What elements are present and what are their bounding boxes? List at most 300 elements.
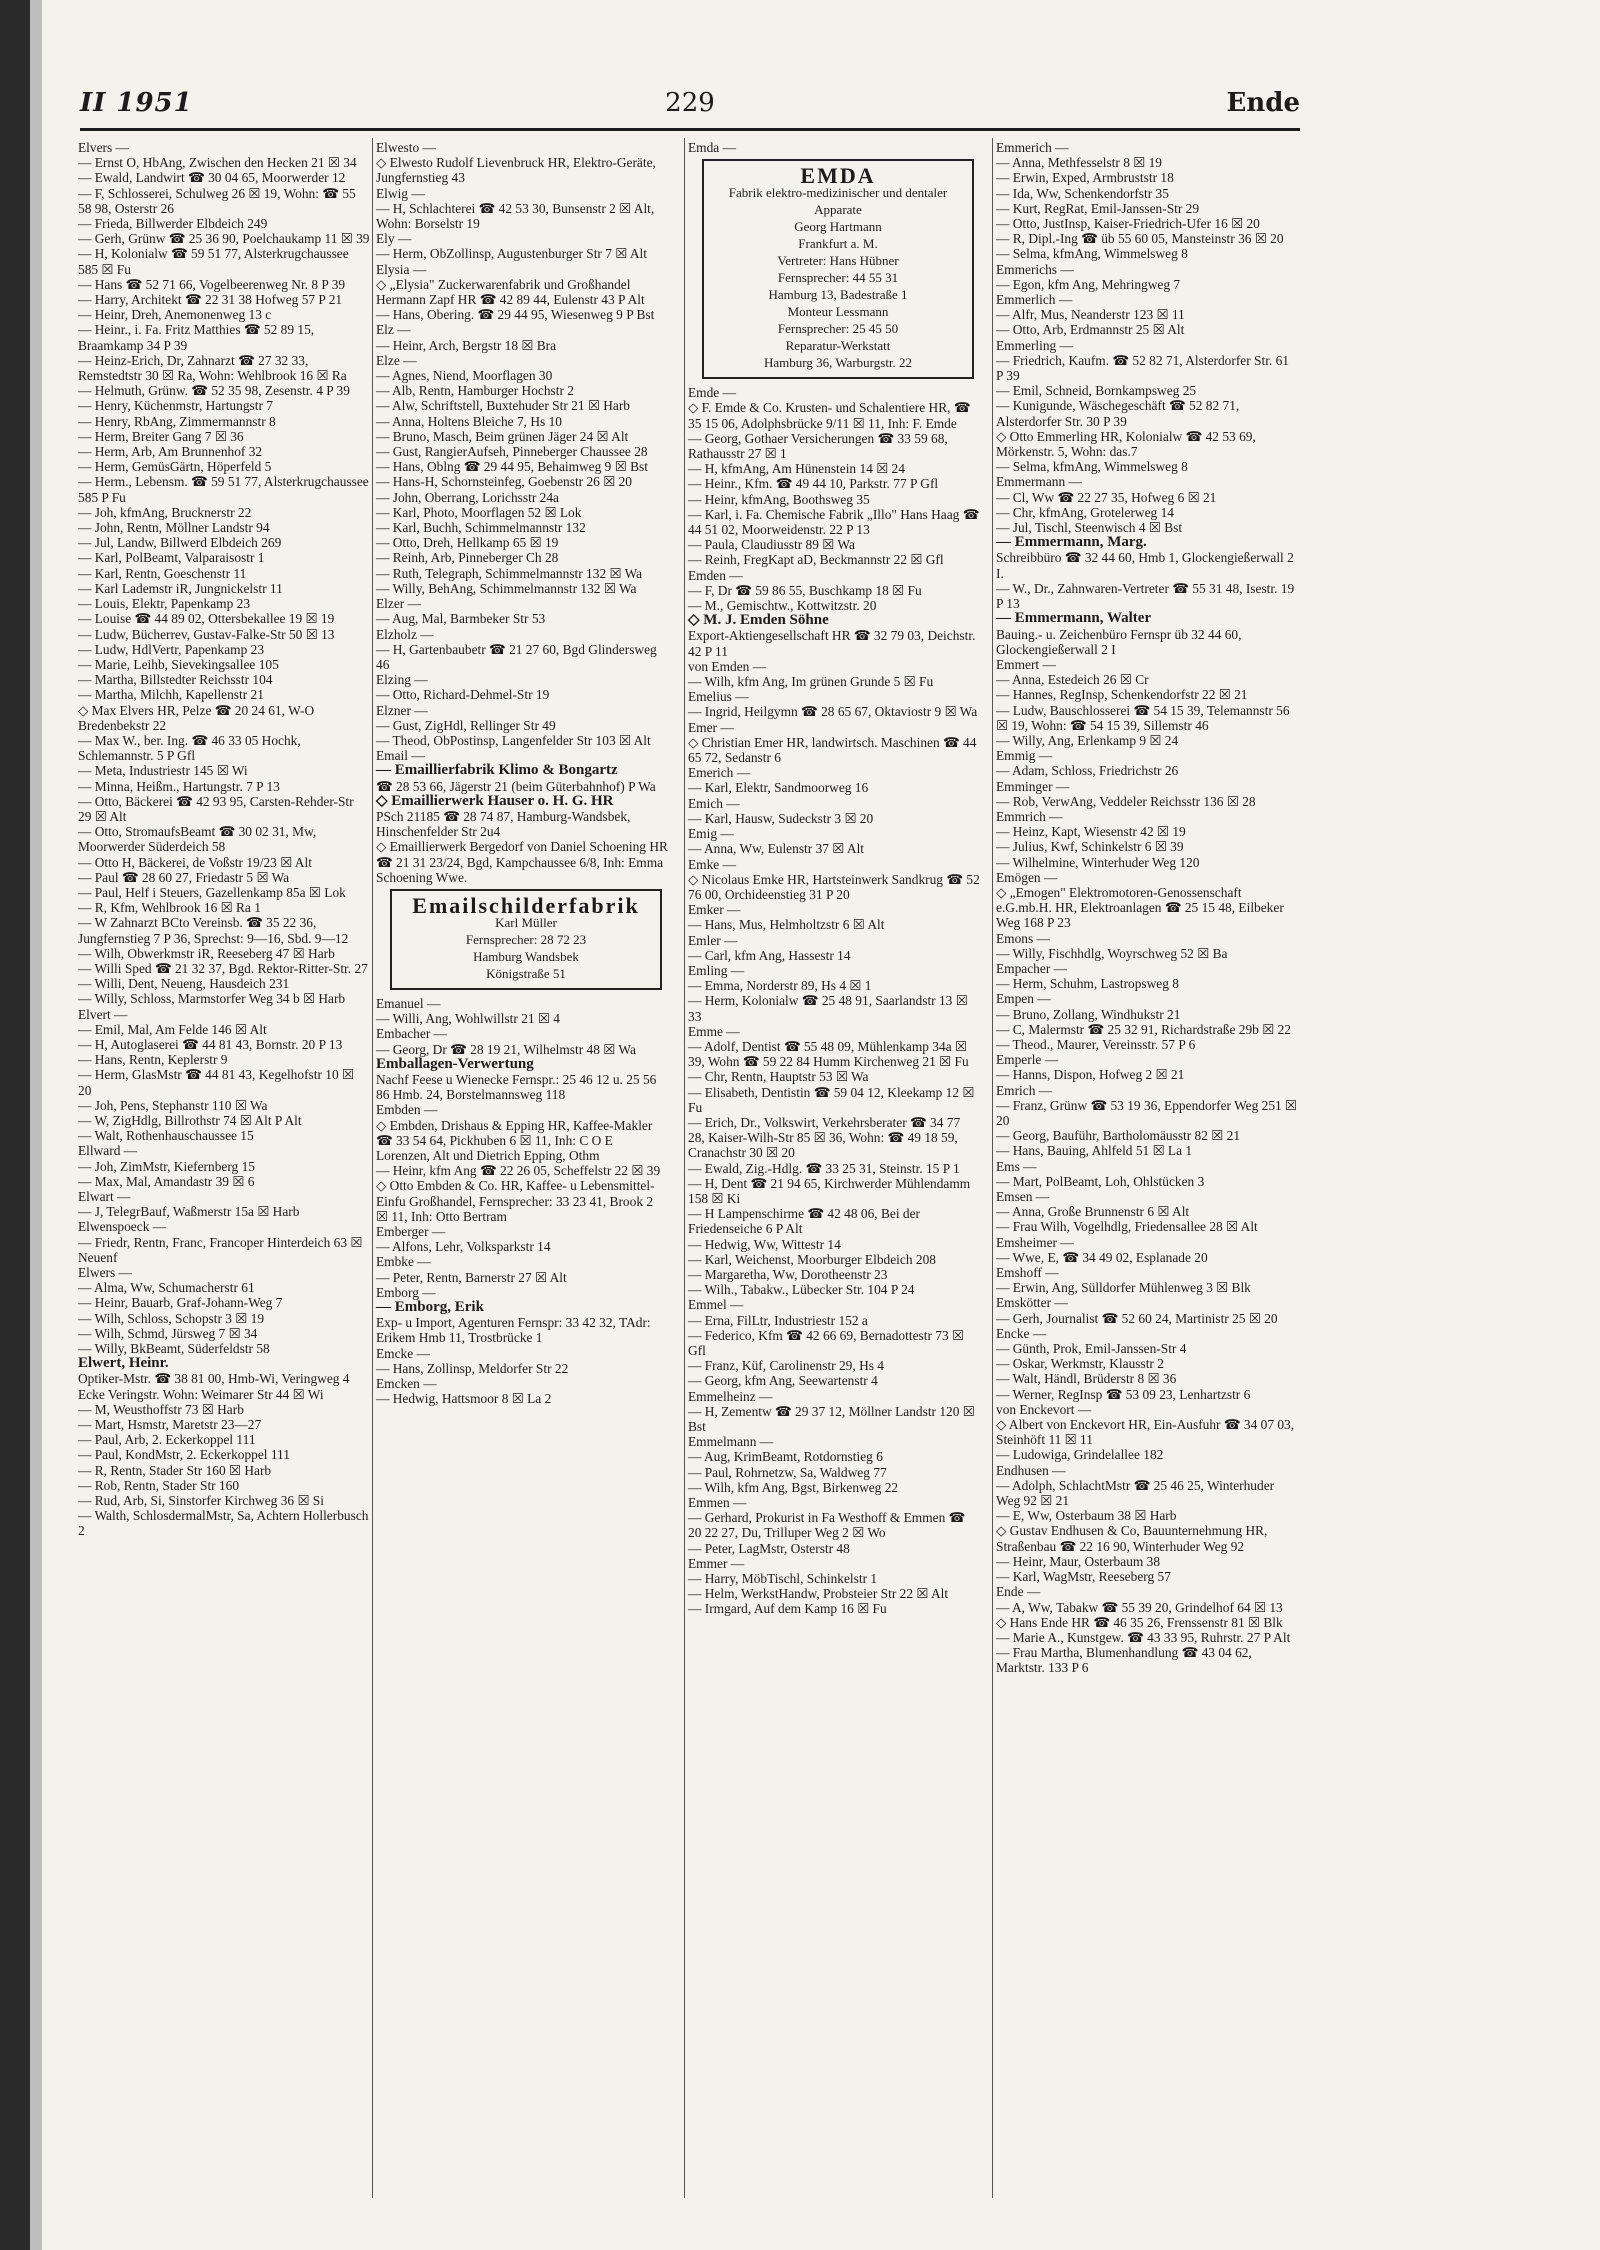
directory-entry: Emmelmann — [688, 1434, 774, 1450]
directory-entry: Ende — [996, 1584, 1041, 1600]
directory-entry: — Chr, Rentn, Hauptstr 53 ☒ Wa [688, 1069, 869, 1085]
directory-entry: — Rob, Rentn, Stader Str 160 [78, 1477, 240, 1493]
column-1 [78, 140, 370, 1539]
directory-entry: Emberger — [376, 1224, 446, 1239]
advertisement-box [390, 889, 662, 990]
directory-entry: — M., Gemischtw., Kottwitzstr. 20 [688, 598, 877, 614]
directory-entry: — E, Ww, Osterbaum 38 ☒ Harb [996, 1508, 1177, 1524]
directory-entry: — Emil, Schneid, Bornkampsweg 25 [996, 383, 1197, 399]
directory-entry: — Karl Lademstr iR, Jungnickelstr 11 [78, 580, 283, 596]
directory-entry: Emig — [688, 826, 734, 842]
directory-entry: Elzholz — [376, 626, 434, 642]
directory-entry: — Alb, Rentn, Hamburger Hochstr 2 [376, 383, 574, 399]
directory-entry: Emsen — [996, 1189, 1050, 1205]
directory-entry: — H, Dent ☎ 21 94 65, Kirchwerder Mühlendamm 158 ☒ Ki [688, 1175, 971, 1206]
directory-entry: Emerich — [688, 765, 751, 781]
directory-entry: — Hans ☎ 52 71 66, Vogelbeerenweg Nr. 8 P 39 [78, 276, 346, 292]
directory-entry: — Ida, Ww, Schenkendorfstr 35 [996, 185, 1169, 201]
directory-entry: Emcke — [376, 1345, 430, 1361]
directory-entry: — Frau Martha, Blumenhandlung ☎ 43 04 62, Marktstr. 133 P 6 [996, 1645, 1252, 1676]
directory-entry: — Günth, Prok, Emil-Janssen-Str 4 [996, 1341, 1187, 1357]
directory-entry: — Karl, Buchh, Schimmelmannstr 132 [376, 520, 586, 536]
directory-entry: — Ruth, Telegraph, Schimmelmannstr 132 ☒ Wa [376, 565, 643, 581]
directory-entry: Encke — [996, 1325, 1047, 1341]
directory-entry: — Willy, Schloss, Marmstorfer Weg 34 b ☒ Harb [78, 991, 346, 1007]
directory-entry: — Harry, MöbTischl, Schinkelstr 1 [688, 1571, 878, 1587]
directory-entry: — H, kfmAng, Am Hünenstein 14 ☒ 24 [688, 461, 905, 477]
advertisement-line: Fernsprecher: 28 72 23 [465, 931, 587, 947]
directory-entry: — Adolph, SchlachtMstr ☎ 25 46 25, Winterhuder Weg 92 ☒ 21 [996, 1477, 1275, 1509]
directory-entry: — Georg, Gothaer Versicherungen ☎ 33 59 68, Rathausstr 27 ☒ 1 [688, 430, 948, 462]
directory-entry: — Chr, kfmAng, Grotelerweg 14 [996, 504, 1174, 520]
directory-entry: — Willy, Ang, Erlenkamp 9 ☒ 24 [996, 732, 1179, 748]
directory-entry: — Frau Wilh, Vogelhdlg, Friedensallee 28 ☒ Alt [996, 1219, 1258, 1235]
directory-entry: — Erna, FilLtr, Industriestr 152 a [688, 1312, 868, 1328]
directory-entry: — Rob, VerwAng, Veddeler Reichsstr 136 ☒ 28 [996, 793, 1256, 809]
directory-entry: ◇ „Elysia" Zuckerwarenfabrik und Großhandel Hermann Zapf HR ☎ 42 89 44, Eulenstr 43 P Alt [376, 276, 645, 308]
directory-entry: Emelius — [688, 689, 749, 705]
directory-entry: Exp- u Import, Agenturen Fernspr: 33 42 32, TAdr: Erikem Hmb 11, Trostbrücke 1 [376, 1315, 651, 1346]
directory-entry: — Anna, Ww, Eulenstr 37 ☒ Alt [688, 841, 865, 857]
directory-entry: Elwenspoeck — [78, 1219, 167, 1235]
column-divider [684, 138, 685, 2198]
directory-entry: — Jul, Landw, Billwerd Elbdeich 269 [78, 535, 282, 551]
directory-entry: — Georg, Bauführ, Bartholomäusstr 82 ☒ 21 [996, 1128, 1241, 1144]
directory-entry: ◇ Max Elvers HR, Pelze ☎ 20 24 61, W-O Bredenbekstr 22 [78, 702, 315, 733]
directory-entry: — Paul, KondMstr, 2. Eckerkoppel 111 [78, 1447, 290, 1463]
directory-entry: — Wilh, Obwerkmstr iR, Reeseberg 47 ☒ Harb [78, 945, 335, 961]
directory-entry: Emmelheinz — [688, 1388, 773, 1404]
directory-entry: — Wilhelmine, Winterhuder Weg 120 [996, 854, 1200, 870]
directory-entry: — Mart, PolBeamt, Loh, Ohlstücken 3 [996, 1173, 1205, 1189]
directory-entry: — Heinr, Dreh, Anemonenweg 13 c [78, 307, 272, 323]
directory-entry: — Karl, Photo, Moorflagen 52 ☒ Lok [376, 504, 582, 520]
directory-entry: Ellward — [78, 1143, 138, 1159]
directory-entry: — Louise ☎ 44 89 02, Ottersbekallee 19 ☒ 19 [78, 611, 335, 627]
directory-entry: — Heinr., i. Fa. Fritz Matthies ☎ 52 89 15, Braamkamp 34 P 39 [78, 322, 315, 353]
advertisement-line: Königstraße 51 [486, 965, 566, 981]
directory-entry: — Paul, Helf i Steuers, Gazellenkamp 85a ☒ Lok [78, 884, 346, 900]
directory-entry: — Alfons, Lehr, Volksparkstr 14 [376, 1239, 551, 1255]
directory-entry: — Kunigunde, Wäschegeschäft ☎ 52 82 71, Alsterdorfer Str. 30 P 39 [996, 398, 1240, 429]
directory-entry: — Hanns, Dispon, Hofweg 2 ☒ 21 [996, 1067, 1185, 1083]
directory-entry: — Emborg, Erik [376, 1299, 484, 1316]
advertisement-line: Hamburg 36, Warburgstr. 22 [763, 355, 913, 371]
directory-entry: Emme — [688, 1023, 740, 1039]
column-2 [376, 140, 668, 1406]
directory-entry: — Aug, KrimBeamt, Rotdornstieg 6 [688, 1449, 883, 1465]
directory-entry: Emshoff — [996, 1265, 1059, 1281]
directory-entry: — Karl, Weichenst, Moorburger Elbdeich 208 [688, 1251, 936, 1267]
directory-entry: — Karl, Elektr, Sandmoorweg 16 [688, 780, 869, 796]
directory-entry: — Hans, Oblng ☎ 29 44 95, Behaimweg 9 ☒ Bst [376, 459, 648, 475]
directory-entry: Emmermann — [996, 474, 1082, 490]
directory-entry: Endhusen — [996, 1462, 1066, 1478]
directory-entry: von Enckevort — [996, 1401, 1092, 1417]
advertisement-line: EMDA [800, 163, 876, 189]
directory-entry: Embke — [376, 1254, 431, 1270]
directory-entry: — Oskar, Werkmstr, Klausstr 2 [996, 1356, 1164, 1372]
directory-entry: ◇ Gustav Endhusen & Co, Bauunternehmung HR, Straßenbau ☎ 22 16 90, Winterhuder Weg 92 [996, 1523, 1268, 1554]
directory-entry: — John, Oberrang, Lorichsstr 24a [376, 489, 559, 505]
directory-entry: — Bruno, Masch, Beim grünen Jäger 24 ☒ Alt [376, 428, 629, 444]
directory-entry: — Selma, kfmAng, Wimmelsweg 8 [996, 246, 1188, 262]
directory-entry: ◇ Emaillierwerk Bergedorf von Daniel Schoening HR ☎ 21 31 23/24, Bgd, Kampchaussee 6/8, Inh: Emma Schoening Wwe. [376, 839, 668, 885]
advertisement-line: Fabrik elektro-medizinischer und dentaler Apparate [728, 185, 948, 218]
directory-entry: Emke — [688, 856, 736, 872]
directory-entry: — Ludw, Bauschlosserei ☎ 54 15 39, Telemannstr 56 ☒ 19, Wohn: ☎ 54 15 39, Sillemstr 46 [996, 702, 1290, 733]
directory-entry: — Heinz-Erich, Dr, Zahnarzt ☎ 27 32 33, Remstedtstr 30 ☒ Ra, Wohn: Wehlbrook 16 ☒ Ra [78, 352, 347, 384]
directory-entry: — Martha, Milchh, Kapellenstr 21 [78, 687, 264, 703]
directory-entry: — Ludw, HdlVertr, Papenkamp 23 [78, 641, 265, 657]
directory-entry: — Reinh, Arb, Pinneberger Ch 28 [376, 550, 559, 566]
book-spine [0, 0, 30, 2250]
directory-entry: — Egon, kfm Ang, Mehringweg 7 [996, 276, 1181, 292]
directory-entry: Emanuel — [376, 995, 441, 1011]
directory-entry: — Heinr, kfm Ang ☎ 22 26 05, Scheffelstr 22 ☒ 39 [376, 1163, 661, 1179]
directory-entry: ◇ Albert von Enckevort HR, Ein-Ausfuhr ☎ 34 07 03, Steinhöft 11 ☒ 11 [996, 1417, 1295, 1448]
directory-entry: — Gust, ZigHdl, Rellinger Str 49 [376, 717, 556, 733]
directory-entry: ◇ F. Emde & Co. Krusten- und Schalentiere HR, ☎ 35 15 06, Adolphsbrücke 9/11 ☒ 11, Inh: F. Emde [688, 400, 971, 431]
directory-entry: Elwig — [376, 185, 425, 201]
directory-entry: Elwers — [78, 1265, 132, 1281]
directory-entry: — Adolf, Dentist ☎ 55 48 09, Mühlenkamp 34a ☒ 39, Wohn ☎ 59 22 84 Humm Kirchenweg 21 ☒ Fu [688, 1038, 969, 1070]
directory-entry: — Henry, Küchenmstr, Hartungstr 7 [78, 398, 273, 414]
directory-entry: — Otto, StromaufsBeamt ☎ 30 02 31, Mw, Moorwerder Süderdeich 58 [78, 824, 317, 855]
directory-entry: Emminger — [996, 778, 1070, 794]
directory-entry: — Karl, Hausw, Sudeckstr 3 ☒ 20 [688, 810, 874, 826]
directory-entry: — M, Weusthoffstr 73 ☒ Harb [78, 1401, 244, 1417]
directory-entry: — Adam, Schloss, Friedrichstr 26 [996, 763, 1179, 779]
directory-entry: Elz — [376, 322, 411, 338]
column-divider [372, 138, 373, 2198]
directory-entry: — Margaretha, Ww, Dorotheenstr 23 [688, 1266, 888, 1282]
directory-entry: Elysia — [376, 261, 427, 277]
directory-entry: — Alma, Ww, Schumacherstr 61 [78, 1280, 255, 1296]
directory-entry: — H, Kolonialw ☎ 59 51 77, Alsterkrugchaussee 585 ☒ Fu [78, 246, 349, 277]
directory-entry: — Willy, BkBeamt, Süderfeldstr 58 [78, 1341, 270, 1357]
directory-entry: — Otto, JustInsp, Kaiser-Friedrich-Ufer 16 ☒ 20 [996, 216, 1260, 232]
directory-entry: — Georg, Dr ☎ 28 19 21, Wilhelmstr 48 ☒ Wa [376, 1041, 636, 1057]
advertisement-line: Monteur Lessmann [787, 304, 889, 320]
directory-entry: — R, Rentn, Stader Str 160 ☒ Harb [78, 1462, 272, 1478]
directory-entry: von Emden — [688, 658, 767, 674]
directory-entry: — Rud, Arb, Si, Sinstorfer Kirchweg 36 ☒ Si [78, 1493, 324, 1509]
directory-entry: — Walt, Händl, Brüderstr 8 ☒ 36 [996, 1371, 1177, 1387]
directory-entry: ◇ Otto Emmerling HR, Kolonialw ☎ 42 53 69, Mörkenstr. 5, Wohn: das.7 [996, 428, 1256, 460]
directory-entry: — Friedrich, Kaufm. ☎ 52 82 71, Alsterdorfer Str. 61 P 39 [996, 352, 1290, 384]
directory-entry: — H, Gartenbaubetr ☎ 21 27 60, Bgd Glindersweg 46 [376, 641, 657, 672]
directory-entry: — Paul ☎ 28 60 27, Friedastr 5 ☒ Wa [78, 869, 290, 885]
directory-entry: Emden — [688, 567, 743, 583]
advertisement-line: Georg Hartmann [794, 219, 882, 235]
directory-entry: Optiker-Mstr. ☎ 38 81 00, Hmb-Wi, Veringweg 4 Ecke Veringstr. Wohn: Weimarer Str 44 ☒ Wi [78, 1371, 350, 1402]
advertisement-line: Karl Müller [495, 914, 557, 930]
directory-entry: — Willy, Fischhdlg, Woyrschweg 52 ☒ Ba [996, 945, 1228, 961]
directory-entry: — Franz, Grünw ☎ 53 19 36, Eppendorfer Weg 251 ☒ 20 [996, 1097, 1298, 1128]
advertisement-line: Fernsprecher: 44 55 31 [777, 270, 899, 286]
directory-entry: — Hans, Mus, Helmholtzstr 6 ☒ Alt [688, 917, 885, 933]
header-rule [80, 128, 1300, 131]
directory-entry: — Heinr., Kfm. ☎ 49 44 10, Parkstr. 77 P Gfl [688, 476, 939, 492]
directory-entry: — Anna, Holtens Bleiche 7, Hs 10 [376, 413, 562, 429]
directory-entry: — Selma, kfmAng, Wimmelsweg 8 [996, 459, 1188, 475]
directory-entry: — Harry, Architekt ☎ 22 31 38 Hofweg 57 P 21 [78, 292, 343, 308]
directory-entry: Bauing.- u. Zeichenbüro Fernspr üb 32 44 60, Glockengießerwall 2 I [996, 626, 1242, 657]
directory-entry: Elwert, Heinr. [78, 1355, 169, 1372]
directory-entry: ◇ Emaillierwerk Hauser o. H. G. HR [376, 792, 614, 809]
directory-entry: — Georg, kfm Ang, Seewartenstr 4 [688, 1373, 878, 1389]
directory-entry: Emborg — [376, 1284, 436, 1300]
directory-entry: — Karl, Rentn, Goeschenstr 11 [78, 565, 247, 581]
directory-entry: — Hans-H, Schornsteinfeg, Goebenstr 26 ☒ 20 [376, 474, 632, 490]
directory-entry: ◇ Christian Emer HR, landwirtsch. Maschinen ☎ 44 65 72, Sedanstr 6 [688, 734, 977, 766]
directory-entry: — Wwe, E, ☎ 34 49 02, Esplanade 20 [996, 1249, 1208, 1265]
volume-year: II 1951 [80, 88, 193, 118]
directory-entry: — Otto, Richard-Dehmel-Str 19 [376, 687, 550, 703]
directory-entry: Emperle — [996, 1052, 1059, 1068]
directory-entry: — Herm, Schuhm, Lastropsweg 8 [996, 976, 1179, 992]
directory-entry: — Anna, Estedeich 26 ☒ Cr [996, 672, 1149, 688]
directory-entry: Emmerling — [996, 337, 1073, 353]
directory-entry: — Herm, GlasMstr ☎ 44 81 43, Kegelhofstr 10 ☒ 20 [78, 1067, 355, 1098]
column-4 [996, 140, 1298, 1676]
directory-entry: — Ewald, Landwirt ☎ 30 04 65, Moorwerder 12 [78, 170, 346, 186]
directory-entry: — Emil, Mal, Am Felde 146 ☒ Alt [78, 1021, 267, 1037]
directory-entry: — Heinr, Arch, Bergstr 18 ☒ Bra [376, 337, 557, 353]
directory-entry: — Emmermann, Marg. [996, 534, 1147, 551]
directory-entry: — Karl, i. Fa. Chemische Fabrik „Illo" Hans Haag ☎ 44 51 02, Moorweidenstr. 22 P 13 [688, 506, 980, 538]
directory-entry: — Helm, WerkstHandw, Probsteier Str 22 ☒ Alt [688, 1586, 949, 1602]
directory-entry: — Meta, Industriestr 145 ☒ Wi [78, 763, 248, 779]
directory-entry: Emskötter — [996, 1295, 1068, 1311]
directory-entry: — Karl, PolBeamt, Valparaisostr 1 [78, 550, 265, 566]
directory-entry: — Mart, Hsmstr, Maretstr 23—27 [78, 1417, 262, 1433]
directory-entry: — Erwin, Ang, Sülldorfer Mühlenweg 3 ☒ Blk [996, 1280, 1251, 1296]
directory-entry: — Friedr, Rentn, Franc, Francoper Hinterdeich 63 ☒ Neuenf [78, 1234, 363, 1265]
directory-entry: — Peter, LagMstr, Osterstr 48 [688, 1540, 850, 1556]
page-edge [30, 0, 42, 2250]
directory-entry: — F, Schlosserei, Schulweg 26 ☒ 19, Wohn: ☎ 55 58 98, Osterstr 26 [78, 185, 356, 216]
directory-entry: Emmel — [688, 1297, 744, 1313]
directory-entry: — Minna, Heißm., Hartungstr. 7 P 13 [78, 778, 280, 794]
directory-entry: — Herm, Kolonialw ☎ 25 48 91, Saarlandstr 13 ☒ 33 [688, 993, 968, 1024]
directory-entry: — Gerh, Journalist ☎ 52 60 24, Martinistr 25 ☒ 20 [996, 1310, 1278, 1326]
directory-entry: — Joh, Pens, Stephanstr 110 ☒ Wa [78, 1097, 268, 1113]
directory-entry: Email — [376, 748, 425, 764]
directory-entry: — H, Zementw ☎ 29 37 12, Möllner Landstr 120 ☒ Bst [688, 1403, 975, 1435]
directory-entry: Emsheimer — [996, 1234, 1074, 1250]
directory-entry: Emcken — [376, 1376, 437, 1392]
directory-entry: — Hedwig, Ww, Wittestr 14 [688, 1236, 841, 1252]
directory-entry: ◇ Embden, Drishaus & Epping HR, Kaffee-Makler ☎ 33 54 64, Pickhuben 6 ☒ 11, Inh: C O E Lorenzen, Alt und Dietrich Epping, Othm [376, 1117, 653, 1163]
directory-entry: — Wilh., Tabakw., Lübecker Str. 104 P 24 [688, 1282, 915, 1298]
directory-entry: Emich — [688, 795, 740, 811]
directory-entry: — Hedwig, Hattsmoor 8 ☒ La 2 [376, 1391, 552, 1407]
directory-entry: — Ernst O, HbAng, Zwischen den Hecken 21 ☒ 34 [78, 155, 357, 171]
directory-entry: — Hans, Obering. ☎ 29 44 95, Wiesenweg 9 P Bst [376, 307, 655, 323]
directory-entry: — Emaillierfabrik Klimo & Bongartz [376, 762, 618, 779]
directory-entry: — Reinh, FregKapt aD, Beckmannstr 22 ☒ Gfl [688, 552, 944, 568]
directory-entry: — Erwin, Exped, Armbruststr 18 [996, 170, 1174, 186]
directory-entry: — W Zahnarzt BCto Vereinsb. ☎ 35 22 36, Jungfernstieg 7 P 36, Sprechst: 9—16, Sbd. 9—12 [78, 915, 349, 946]
directory-entry: — Werner, RegInsp ☎ 53 09 23, Lenhartzstr 6 [996, 1386, 1251, 1402]
directory-entry: — Herm., Lebensm. ☎ 59 51 77, Alsterkrugchaussee 585 P Fu [78, 474, 369, 505]
directory-entry: — Helmuth, Grünw. ☎ 52 35 98, Zesenstr. 4 P 39 [78, 383, 350, 399]
directory-entry: — Hans, Bauing, Ahlfeld 51 ☒ La 1 [996, 1143, 1193, 1159]
advertisement-line: Frankfurt a. M. [798, 236, 878, 252]
directory-entry: — Emma, Norderstr 89, Hs 4 ☒ 1 [688, 978, 872, 994]
directory-entry: — Alfr, Mus, Neanderstr 123 ☒ 11 [996, 307, 1185, 323]
directory-entry: — W., Dr., Zahnwaren-Vertreter ☎ 55 31 48, Isestr. 19 P 13 [996, 580, 1295, 612]
directory-entry: — Anna, Große Brunnenstr 6 ☒ Alt [996, 1204, 1190, 1220]
directory-entry: Emmer — [688, 1555, 745, 1571]
directory-entry: — Ludw, Bücherrev, Gustav-Falke-Str 50 ☒ 13 [78, 626, 335, 642]
directory-entry: — Joh, ZimMstr, Kiefernberg 15 [78, 1158, 255, 1174]
directory-entry: — Alw, Schriftstell, Buxtehuder Str 21 ☒ Harb [376, 398, 630, 414]
directory-entry: — Otto, Arb, Erdmannstr 25 ☒ Alt [996, 322, 1185, 338]
directory-entry: — Frieda, Billwerder Elbdeich 249 [78, 216, 268, 232]
advertisement-line: Hamburg 13, Badestraße 1 [768, 287, 908, 303]
directory-entry: — Karl, WagMstr, Reeseberg 57 [996, 1569, 1171, 1585]
directory-entry: — Heinr, Bauarb, Graf-Johann-Weg 7 [78, 1295, 283, 1311]
directory-entry: — Marie, Leihb, Sievekingsallee 105 [78, 656, 279, 672]
directory-entry: ◇ M. J. Emden Söhne [688, 612, 829, 629]
directory-entry: — Franz, Küf, Carolinenstr 29, Hs 4 [688, 1358, 884, 1374]
directory-entry: Emda — [688, 140, 736, 155]
directory-entry: Nachf Feese u Wienecke Fernspr.: 25 46 12 u. 25 56 86 Hmb. 24, Borstelmannsweg 118 [376, 1071, 657, 1103]
directory-entry: — Willi, Dent, Neueng, Hausdeich 231 [78, 976, 290, 992]
directory-entry: Emmerlich — [996, 292, 1073, 308]
advertisement-line: Vertreter: Hans Hübner [777, 253, 899, 269]
directory-entry: — Ludowiga, Grindelallee 182 [996, 1447, 1164, 1463]
directory-entry: — Henry, RbAng, Zimmermannstr 8 [78, 413, 276, 429]
directory-entry: Emballagen-Verwertung [376, 1055, 534, 1072]
directory-entry: Emrich — [996, 1082, 1053, 1098]
directory-entry: Emögen — [996, 869, 1058, 885]
directory-entry: — H Lampenschirme ☎ 42 48 06, Bei der Friedenseiche 6 P Alt [688, 1206, 920, 1237]
directory-entry: ◇ Hans Ende HR ☎ 46 35 26, Frenssenstr 81 ☒ Blk [996, 1614, 1283, 1630]
directory-entry: Emmert — [996, 656, 1056, 672]
directory-entry: — Aug, Mal, Barmbeker Str 53 [376, 611, 546, 627]
directory-entry: — H, Autoglaserei ☎ 44 81 43, Bornstr. 20 P 13 [78, 1036, 343, 1052]
directory-entry: — Otto, Bäckerei ☎ 42 93 95, Carsten-Rehder-Str 29 ☒ Alt [78, 793, 354, 824]
directory-entry: Emmerichs — [996, 261, 1074, 277]
directory-entry: Emde — [688, 385, 736, 401]
directory-entry: — Wilh, Schmd, Jürsweg 7 ☒ 34 [78, 1325, 258, 1341]
directory-entry: — Hans, Zollinsp, Meldorfer Str 22 [376, 1360, 569, 1376]
directory-entry: — Erich, Dr., Volkswirt, Verkehrsberater ☎ 34 77 28, Kaiser-Wilh-Str 85 ☒ 36, Wohn: ☎ 49 18 59, Cranachstr 30 ☒ 20 [688, 1114, 961, 1161]
directory-entry: — Max W., ber. Ing. ☎ 46 33 05 Hochk, Schlemannstr. 5 P Gfl [78, 732, 301, 764]
directory-entry: — Agnes, Niend, Moorflagen 30 [376, 368, 553, 384]
directory-entry: Emer — [688, 719, 734, 735]
directory-entry: — Heinr, kfmAng, Boothsweg 35 [688, 491, 870, 507]
directory-entry: ◇ Nicolaus Emke HR, Hartsteinwerk Sandkrug ☎ 52 76 00, Orchideenstieg 31 P 20 [688, 871, 980, 902]
running-head: Ende [1226, 88, 1300, 118]
directory-entry: — Joh, kfmAng, Brucknerstr 22 [78, 504, 252, 520]
directory-entry: — Irmgard, Auf dem Kamp 16 ☒ Fu [688, 1601, 887, 1617]
directory-entry: — Elisabeth, Dentistin ☎ 59 04 12, Kleekamp 12 ☒ Fu [688, 1084, 975, 1115]
directory-entry: Emker — [688, 902, 741, 918]
directory-entry: — R, Dipl.-Ing ☎ üb 55 60 05, Mansteinstr 36 ☒ 20 [996, 231, 1284, 247]
directory-entry: — F, Dr ☎ 59 86 55, Buschkamp 18 ☒ Fu [688, 582, 922, 598]
directory-entry: Emmrich — [996, 808, 1063, 824]
directory-entry: Export-Aktiengesellschaft HR ☎ 32 79 03, Deichstr. 42 P 11 [688, 628, 976, 659]
directory-entry: — R, Kfm, Wehlbrook 16 ☒ Ra 1 [78, 900, 261, 916]
directory-entry: — Federico, Kfm ☎ 42 66 69, Bernadottestr 73 ☒ Gfl [688, 1327, 964, 1358]
directory-entry: Emling — [688, 962, 745, 978]
directory-entry: — Willi, Ang, Wohlwillstr 21 ☒ 4 [376, 1011, 560, 1027]
directory-entry: Ely — [376, 231, 412, 247]
directory-entry: — Gerh, Grünw ☎ 25 36 90, Poelchaukamp 11 ☒ 39 [78, 231, 370, 247]
directory-entry: — Louis, Elektr, Papenkamp 23 [78, 596, 251, 612]
directory-entry: — W, ZigHdlg, Billrothstr 74 ☒ Alt P Alt [78, 1113, 302, 1128]
directory-entry: Schreibbüro ☎ 32 44 60, Hmb 1, Glockengießerwall 2 I. [996, 550, 1294, 581]
directory-entry: — Herm, Breiter Gang 7 ☒ 36 [78, 428, 244, 444]
directory-entry: — Max, Mal, Amandastr 39 ☒ 6 [78, 1173, 255, 1189]
directory-entry: — Heinz, Kapt, Wiesenstr 42 ☒ 19 [996, 824, 1186, 840]
directory-entry: — Otto, Dreh, Hellkamp 65 ☒ 19 [376, 535, 559, 551]
directory-entry: — Jul, Tischl, Steenwisch 4 ☒ Bst [996, 520, 1183, 536]
directory-entry: — C, Malermstr ☎ 25 32 91, Richardstraße 29b ☒ 22 [996, 1021, 1291, 1037]
directory-entry: — Willi Sped ☎ 21 32 37, Bgd. Rektor-Ritter-Str. 27 [78, 960, 368, 976]
advertisement-line: Emailschilderfabrik [412, 892, 640, 918]
directory-entry: — Ewald, Zig.-Hdlg. ☎ 33 25 31, Steinstr. 15 P 1 [688, 1160, 960, 1176]
directory-entry: — Marie A., Kunstgew. ☎ 43 33 95, Ruhrstr. 27 P Alt [996, 1629, 1291, 1645]
advertisement-line: Reparatur-Werkstatt [785, 338, 891, 354]
directory-entry: Elzner — [376, 702, 428, 718]
directory-entry: — Paula, Claudiusstr 89 ☒ Wa [688, 537, 855, 553]
directory-entry: Embden — [376, 1102, 438, 1118]
advertisement-line: Hamburg Wandsbek [473, 948, 579, 964]
directory-entry: Emmig — [996, 748, 1053, 764]
directory-entry: — Gust, RangierAufseh, Pinneberger Chaussee 28 [376, 444, 648, 460]
directory-entry: — Herm, ObZollinsp, Augustenburger Str 7 ☒ Alt [376, 246, 648, 262]
directory-entry: Elvert — [78, 1006, 128, 1022]
directory-entry: — Otto H, Bäckerei, de Voßstr 19/23 ☒ Alt [78, 854, 312, 870]
page-number: 229 [665, 88, 715, 118]
directory-entry: — Martha, Billstedter Reichsstr 104 [78, 672, 273, 688]
directory-entry: — Heinr, Maur, Osterbaum 38 [996, 1553, 1161, 1569]
directory-entry: — Hannes, RegInsp, Schenkendorfstr 22 ☒ 21 [996, 687, 1248, 703]
directory-entry: — Willy, BehAng, Schimmelmannstr 132 ☒ Wa [376, 580, 637, 596]
directory-entry: — A, Ww, Tabakw ☎ 55 39 20, Grindelhof 64 ☒ 13 [996, 1599, 1283, 1615]
directory-entry: Emmen — [688, 1495, 747, 1511]
directory-entry: — Kurt, RegRat, Emil-Janssen-Str 29 [996, 200, 1200, 216]
directory-entry: Ems — [996, 1158, 1037, 1174]
directory-entry: — Gerhard, Prokurist in Fa Westhoff & Emmen ☎ 20 22 27, Du, Trilluper Weg 2 ☒ Wo [688, 1510, 966, 1541]
directory-entry: — Paul, Arb, 2. Eckerkoppel 111 [78, 1432, 256, 1448]
directory-entry: — Herm, Arb, Am Brunnenhof 32 [78, 444, 263, 460]
directory-entry: Empen — [996, 991, 1051, 1007]
directory-entry: — H, Schlachterei ☎ 42 53 30, Bunsenstr 2 ☒ Alt, Wohn: Borselstr 19 [376, 200, 655, 232]
directory-entry: — Peter, Rentn, Barnerstr 27 ☒ Alt [376, 1269, 567, 1285]
column-3 [688, 140, 980, 1617]
directory-entry: Emmerich — [996, 140, 1069, 155]
directory-entry: Embacher — [376, 1026, 448, 1042]
directory-entry: — Ingrid, Heilgymn ☎ 28 65 67, Oktaviostr 9 ☒ Wa [688, 704, 978, 720]
advertisement-box [702, 159, 974, 379]
column-divider [992, 138, 993, 2198]
directory-entry: — Theod, ObPostinsp, Langenfelder Str 103 ☒ Alt [376, 732, 651, 748]
directory-entry: — Hans, Rentn, Keplerstr 9 [78, 1052, 228, 1068]
directory-entry: Empacher — [996, 960, 1068, 976]
directory-entry: Elwart — [78, 1189, 131, 1205]
directory-entry: ◇ Elwesto Rudolf Lievenbruck HR, Elektro-Geräte, Jungfernstieg 43 [376, 155, 656, 186]
directory-entry: ◇ „Emogen" Elektromotoren-Genossenschaft e.G.mb.H. HR, Elektroanlagen ☎ 25 15 48, Eilbeker Weg 168 P 23 [996, 884, 1284, 931]
directory-entry: — Herm, GemüsGärtn, Höperfeld 5 [78, 459, 272, 475]
directory-entry: PSch 21185 ☎ 28 74 87, Hamburg-Wandsbek, Hinschenfelder Str 2u4 [376, 808, 631, 840]
